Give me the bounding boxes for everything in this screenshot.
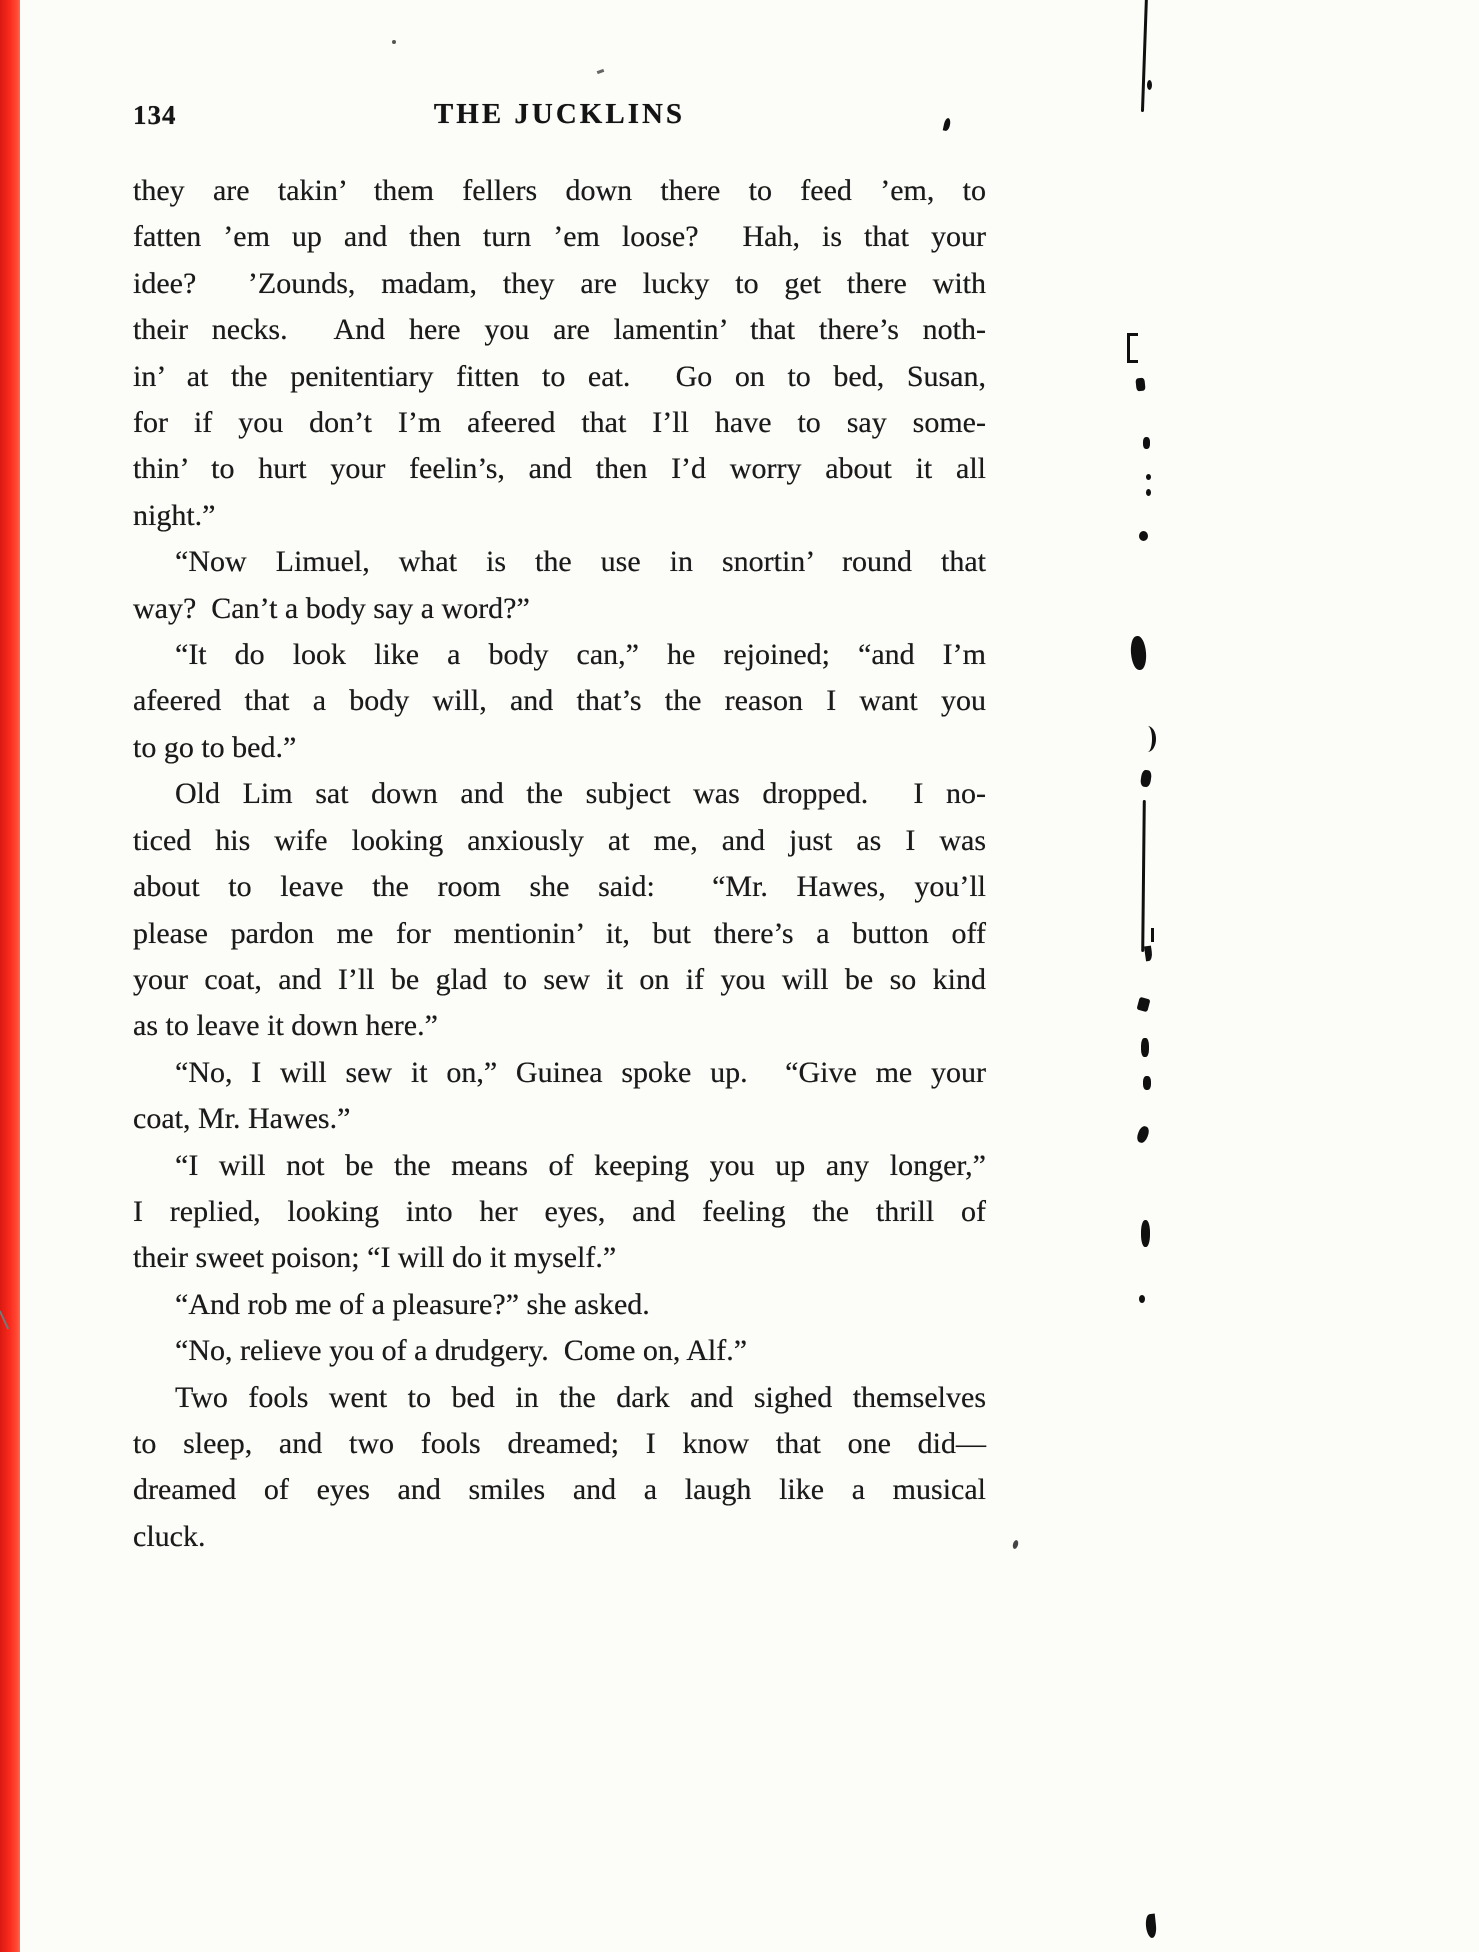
ink-mark xyxy=(1143,437,1150,449)
ink-mark xyxy=(1137,997,1151,1012)
ink-mark xyxy=(1146,489,1151,496)
text-block xyxy=(133,168,986,1560)
text-line: in’ at the penitentiary fitten to eat. Go on to bed, Susan, xyxy=(133,359,986,393)
text-line: “And rob me of a pleasure?” she asked. xyxy=(175,1287,650,1321)
ink-mark xyxy=(1140,769,1152,787)
ink-mark xyxy=(1147,80,1152,90)
ink-mark xyxy=(1139,531,1148,541)
text-line: their sweet poison; “I will do it myself.” xyxy=(133,1241,617,1275)
pen-stroke xyxy=(1141,800,1146,952)
ink-mark xyxy=(1012,1540,1019,1550)
text-line: dreamed of eyes and smiles and a laugh like a musical xyxy=(133,1473,986,1507)
page-number: 134 xyxy=(133,100,177,130)
ink-mark xyxy=(1146,474,1151,480)
text-line: thin’ to hurt your feelin’s, and then I’d worry about it all xyxy=(133,452,986,486)
text-line: Two fools went to bed in the dark and sighed themselves xyxy=(175,1380,986,1414)
text-line: afeered that a body will, and that’s the reason I want you xyxy=(133,684,986,718)
text-line: to sleep, and two fools dreamed; I know that one did— xyxy=(133,1426,986,1460)
ink-mark xyxy=(1135,378,1145,392)
text-line: for if you don’t I’m afeered that I’ll have to say some- xyxy=(133,406,986,440)
ink-mark xyxy=(1127,333,1138,363)
text-line: your coat, and I’ll be glad to sew it on if you will be so kind xyxy=(133,962,986,996)
text-line: coat, Mr. Hawes.” xyxy=(133,1102,351,1136)
ink-mark xyxy=(1145,1914,1157,1939)
ink-mark xyxy=(1151,928,1154,942)
text-line: “No, relieve you of a drudgery. Come on, Alf.” xyxy=(175,1334,748,1368)
red-edge-strip xyxy=(0,0,20,1952)
ink-mark xyxy=(1139,1295,1145,1303)
ink-mark xyxy=(1141,1038,1149,1057)
text-line: to go to bed.” xyxy=(133,730,297,764)
ink-mark xyxy=(1141,1220,1150,1247)
ink-mark xyxy=(1143,1076,1151,1090)
text-line: Old Lim sat down and the subject was dropped. I no- xyxy=(175,777,986,811)
text-line: please pardon me for mentionin’ it, but there’s a button off xyxy=(133,916,986,950)
text-line: fatten ’em up and then turn ’em loose? Hah, is that your xyxy=(133,220,986,254)
running-header: THE JUCKLINS xyxy=(433,98,686,130)
text-line: “I will not be the means of keeping you up any longer,” xyxy=(175,1148,986,1182)
text-line: “No, I will sew it on,” Guinea spoke up. “Give me your xyxy=(175,1055,986,1089)
ink-mark xyxy=(1142,726,1156,752)
text-line: way? Can’t a body say a word?” xyxy=(133,591,530,625)
ink-mark xyxy=(1130,635,1148,670)
text-line: idee? ’Zounds, madam, they are lucky to get there with xyxy=(133,266,986,300)
text-line: their necks. And here you are lamentin’ that there’s noth- xyxy=(133,313,986,347)
pen-stroke xyxy=(1141,0,1148,112)
text-line: “It do look like a body can,” he rejoined; “and I’m xyxy=(175,638,986,672)
text-line: “Now Limuel, what is the use in snortin’ round that xyxy=(175,545,986,579)
text-line: ticed his wife looking anxiously at me, and just as I was xyxy=(133,823,986,857)
text-line: about to leave the room she said: “Mr. Hawes, you’ll xyxy=(133,870,986,904)
text-line: night.” xyxy=(133,498,216,532)
text-line: they are takin’ them fellers down there to feed ’em, to xyxy=(133,174,986,207)
text-line: I replied, looking into her eyes, and feeling the thrill of xyxy=(133,1194,986,1228)
ink-mark xyxy=(597,69,605,74)
ink-mark xyxy=(392,40,396,44)
ink-mark xyxy=(1135,1125,1150,1144)
text-line: cluck. xyxy=(133,1519,206,1553)
text-line: as to leave it down here.” xyxy=(133,1009,438,1043)
ink-mark xyxy=(1144,946,1153,962)
